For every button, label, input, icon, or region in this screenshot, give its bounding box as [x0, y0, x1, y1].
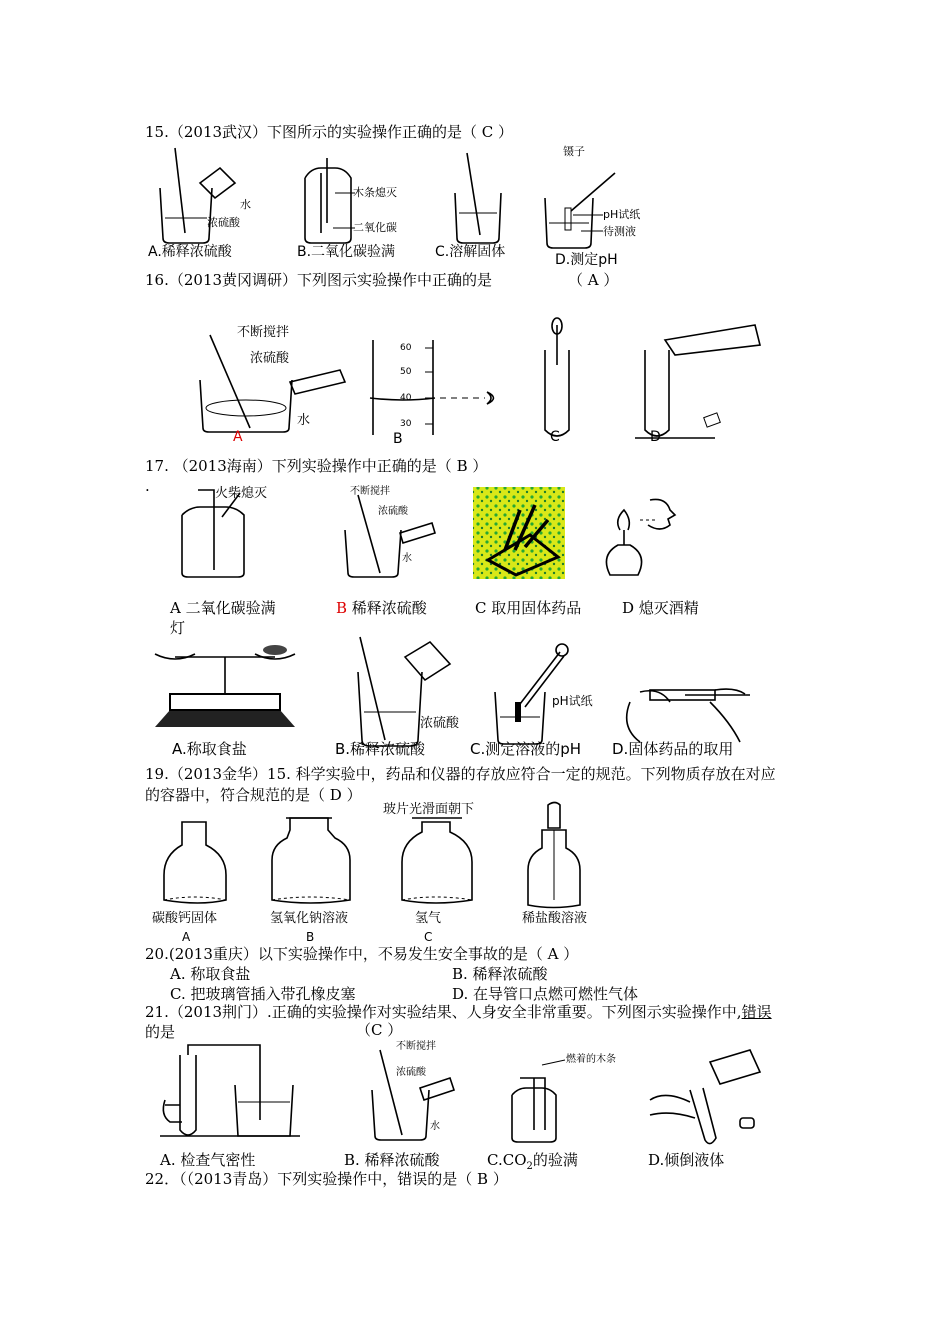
q22-stem: 22．（（2013青岛）下列实验操作中，错误的是（ B ） [145, 1170, 508, 1188]
q16-figure [195, 320, 775, 445]
q15-figure [145, 143, 645, 268]
q21-stem-line1 [145, 1002, 772, 1022]
q19-stem-line2: 的容器中，符合规范的是（ D ） [145, 786, 362, 804]
q17-option-b-text: 稀释浓硫酸 [347, 599, 427, 617]
q21-answer: （C ） [356, 1021, 403, 1039]
q15-label-acid: 浓硫酸 [207, 216, 240, 229]
q17-stem: 17. （2013海南）下列实验操作中正确的是（ B ） [145, 457, 488, 475]
q17-option-c: C 取用固体药品 [475, 599, 582, 617]
q15-label-ph-paper: pH试纸 [603, 208, 641, 221]
q15-option-d: D.测定pH [555, 252, 618, 268]
q21-label-acid: 浓硫酸 [396, 1067, 426, 1078]
q20-option-c: C. 把玻璃管插入带孔橡皮塞 [170, 985, 356, 1003]
q18-option-c: C.测定溶液的pH [470, 740, 582, 758]
q20-option-b: B. 稀释浓硫酸 [452, 965, 548, 983]
q20-stem: 20.(2013重庆）以下实验操作中，不易发生安全事故的是（ A ） [145, 945, 579, 963]
q20-option-d: D. 在导管口点燃可燃性气体 [452, 985, 639, 1003]
q16-label-stir: 不断搅拌 [237, 325, 290, 340]
q15-label-water: 水 [240, 198, 251, 211]
q19-letter-b: B [306, 930, 315, 944]
q15-stem: 15.（2013武汉）下图所示的实验操作正确的是（ C ） [145, 123, 514, 141]
q21-option-c-post: 的验满 [532, 1151, 578, 1169]
q21-option-d: D.倾倒液体 [648, 1151, 725, 1169]
q21-illustration [150, 1040, 790, 1150]
q18-figure [150, 632, 760, 760]
q19-item-a: 碳酸钙固体 [152, 911, 218, 926]
q16-answer: （ A ） [568, 271, 619, 289]
q16-option-d: D [650, 429, 661, 445]
q18-option-d: D.固体药品的取用 [612, 740, 734, 758]
q15-label-co2: 二氧化碳 [353, 221, 397, 234]
q21-option-c-pre: C.CO [487, 1151, 527, 1169]
q21-stem-main: 21.（2013荆门）.正确的实验操作对实验结果、人身安全非常重要。下列图示实验操作中, [145, 1003, 742, 1021]
q21-option-b: B. 稀释浓硫酸 [344, 1151, 440, 1169]
q16-label-acid: 浓硫酸 [250, 351, 290, 366]
q17-option-b [336, 598, 427, 618]
q17-label-acid: 浓硫酸 [378, 506, 408, 517]
q16-stem: 16.（2013黄冈调研）下列图示实验操作中正确的是 [145, 271, 493, 289]
q19-letter-c: C [424, 930, 433, 944]
q21-label-water: 水 [430, 1121, 440, 1132]
q17-option-d-cont: 灯 [170, 619, 186, 637]
q17-figure [170, 485, 730, 585]
q18-option-a: A.称取食盐 [172, 740, 247, 758]
q18-label-ph: pH试纸 [552, 694, 593, 708]
q16-tick-40: 40 [400, 393, 412, 403]
q21-option-c-sub: 2 [526, 1161, 533, 1172]
q15-option-b: B.二氧化碳验满 [297, 244, 396, 260]
q19-figure [150, 800, 600, 945]
q17-option-d: D 熄灭酒精 [622, 599, 699, 617]
q19-stem-line1: 19.（2013金华）15. 科学实验中，药品和仪器的存放应符合一定的规范。下列物质存放在对应 [145, 765, 776, 783]
q21-stem-emphasis: 错误 [741, 1003, 772, 1021]
q15-option-a: A.稀释浓硫酸 [148, 244, 232, 260]
q15-label-sample: 待测液 [603, 225, 636, 238]
q21-label-stick: 燃着的木条 [566, 1054, 616, 1065]
q15-label-ember: 木条熄灭 [353, 186, 397, 199]
q17-label-stir: 不断搅拌 [350, 486, 390, 497]
q16-option-a: A [233, 429, 243, 445]
q16-option-b: B [393, 431, 403, 447]
q16-label-water: 水 [297, 413, 311, 428]
q15-option-c: C.溶解固体 [435, 244, 506, 260]
q16-tick-30: 30 [400, 419, 412, 429]
q21-stem-line2: 的是 [145, 1023, 176, 1041]
q16-tick-60: 60 [400, 343, 412, 353]
q17-option-a: A 二氧化碳验满 [170, 599, 276, 617]
q18-option-b: B.稀释浓硫酸 [335, 740, 426, 758]
q21-label-stir: 不断搅拌 [396, 1041, 436, 1052]
q16-tick-50: 50 [400, 367, 412, 377]
q19-letter-a: A [182, 930, 191, 944]
q18-label-acid: 浓硫酸 [420, 716, 460, 731]
q17-label-match: 火柴熄灭 [215, 486, 268, 501]
q17-label-water: 水 [402, 553, 412, 564]
q19-item-c: 氢气 [415, 911, 442, 926]
q17-option-b-letter: B [336, 599, 348, 617]
q19-item-b: 氢氧化钠溶液 [270, 911, 349, 926]
q17-dot: . [145, 477, 150, 495]
q15-label-tweezers: 镊子 [563, 145, 585, 158]
q21-option-a: A. 检查气密性 [160, 1151, 256, 1169]
q19-item-d: 稀盐酸溶液 [522, 911, 588, 926]
q19-note: 玻片光滑面朝下 [383, 802, 475, 817]
q21-figure [150, 1040, 790, 1150]
q16-option-c: C [550, 429, 560, 445]
q20-option-a: A. 称取食盐 [170, 965, 251, 983]
